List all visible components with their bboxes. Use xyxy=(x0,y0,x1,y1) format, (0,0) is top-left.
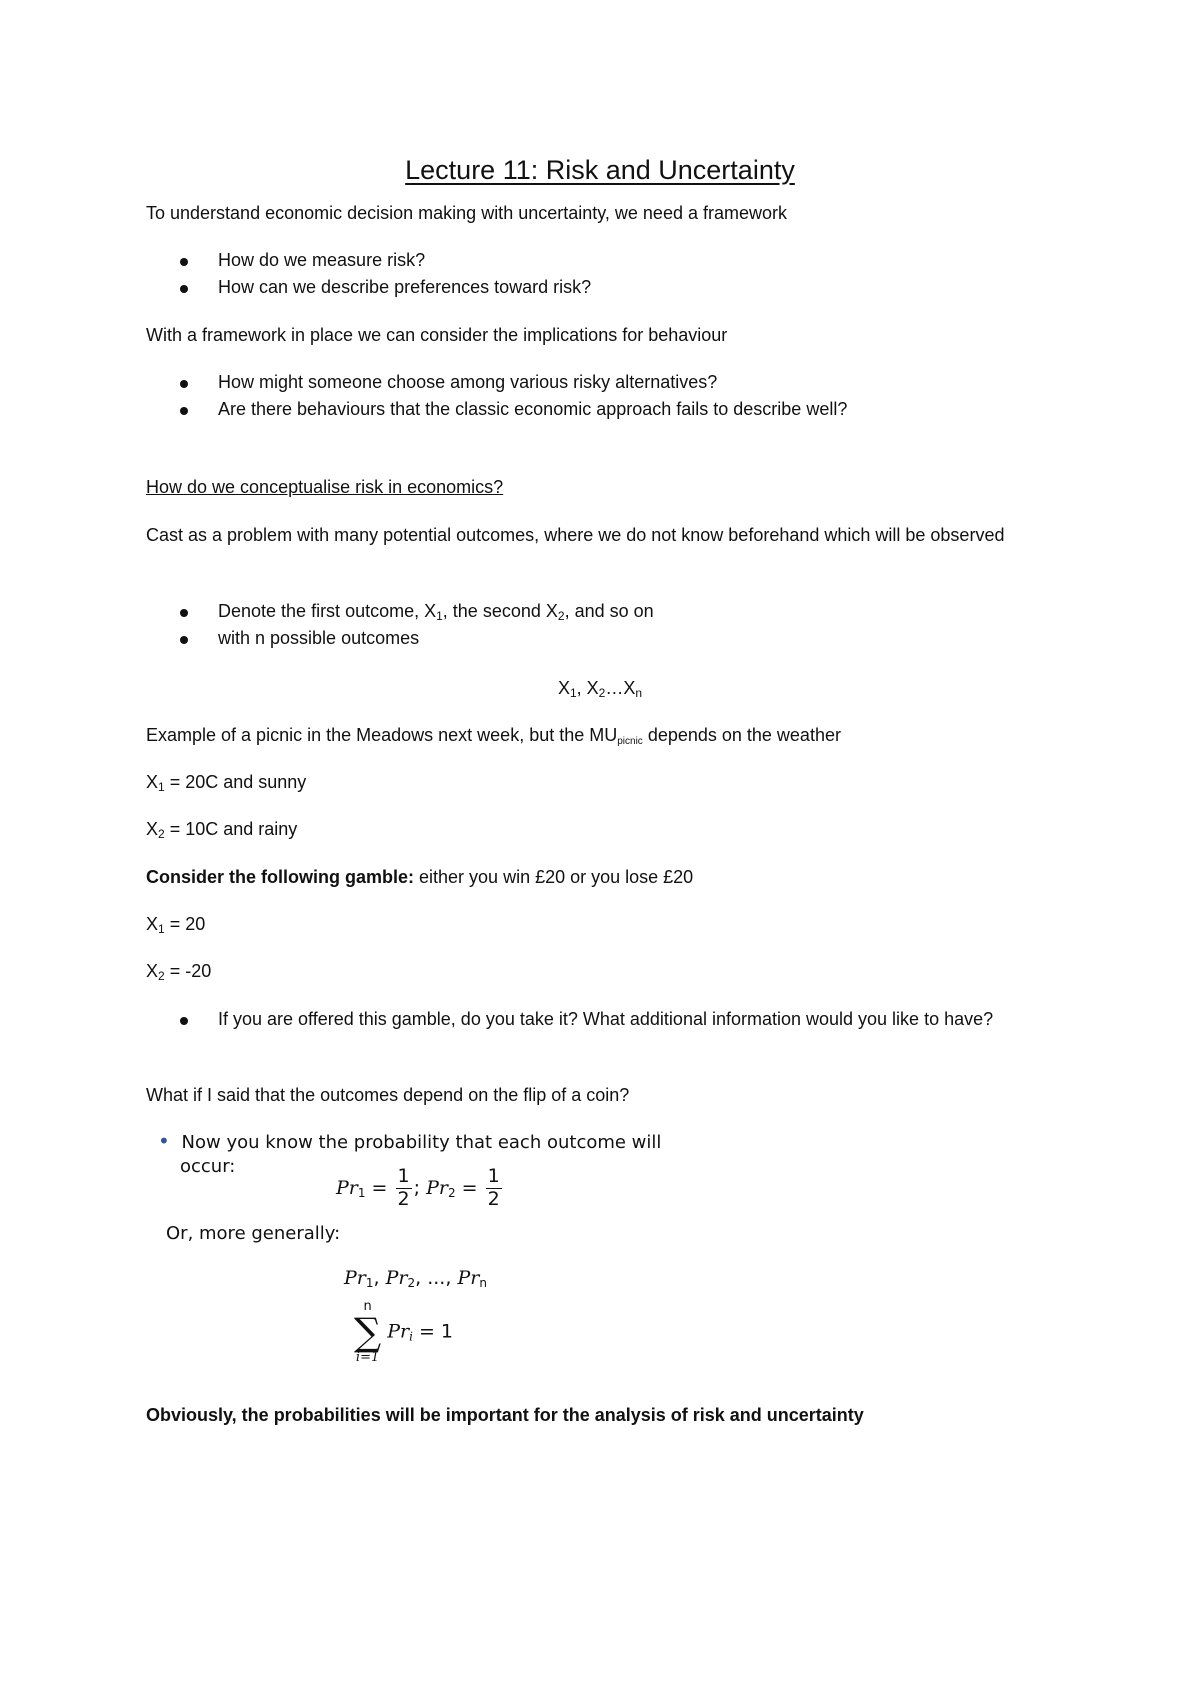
section-heading: How do we conceptualise risk in economics? xyxy=(146,477,504,497)
rainy-outcome: $X_2 = 10C$ and rainy xyxy=(146,819,298,841)
bullet-icon xyxy=(180,285,188,293)
list-item: Denote the first outcome, $X_1$, the second $X_2$, and so on xyxy=(146,598,1086,625)
coin-probability-formula: $Pr_1$ = $\frac{1}{2}$ ; $Pr_2$ = $\frac{1}{2}$ xyxy=(336,1165,500,1210)
intro-paragraph: To understand economic decision making with uncertainty, we need a framework xyxy=(146,203,787,223)
conclusion: Obviously, the probabilities will be important for the analysis of risk and uncertainty xyxy=(146,1405,864,1425)
list-item: How can we describe preferences toward risk? xyxy=(146,274,1086,301)
bullet-icon xyxy=(180,407,188,415)
coin-question: What if I said that the outcomes depend on the flip of a coin? xyxy=(146,1085,630,1105)
bullet-icon xyxy=(180,258,188,266)
win-outcome: $X_1 = 20$ xyxy=(146,914,206,936)
gamble-statement: Consider the following gamble: either you win £20 or you lose £20 xyxy=(146,867,694,887)
bullet-icon xyxy=(180,1017,188,1025)
page-title: Lecture 11: Risk and Uncertainty xyxy=(405,155,795,185)
fraction: $\frac{1}{2}$ xyxy=(487,1165,500,1210)
probability-slide xyxy=(158,1128,718,1388)
cast-paragraph: Cast as a problem with many potential outcomes, where we do not know beforehand which will be observed xyxy=(146,525,1005,545)
fraction: $\frac{1}{2}$ xyxy=(397,1165,410,1210)
outcomes-list xyxy=(146,598,1086,652)
list-item: How do we measure risk? xyxy=(146,247,1086,274)
behaviour-questions-list xyxy=(146,369,1086,423)
picnic-example: Example of a picnic in the Meadows next week, but the $MU_{picnic}$ depends on the weather xyxy=(146,725,841,747)
slide-generally: Or, more generally: xyxy=(166,1223,341,1244)
list-item: How might someone choose among various risky alternatives? xyxy=(146,369,1086,396)
lose-outcome: $X_2 = -20$ xyxy=(146,961,212,983)
risk-questions-list xyxy=(146,247,1086,301)
outcome-sequence: $X_1$, $X_2\dots X_n$ xyxy=(557,678,643,700)
gamble-question-list xyxy=(146,1006,1066,1033)
sunny-outcome: $X_1 = 20C$ and sunny xyxy=(146,772,307,794)
framework-paragraph: With a framework in place we can consider the implications for behaviour xyxy=(146,325,728,345)
list-item: If you are offered this gamble, do you take it? What additional information would you like to have? xyxy=(146,1006,1066,1033)
list-item: Are there behaviours that the classic economic approach fails to describe well? xyxy=(146,396,1086,423)
slide-bullet: • Now you know the probability that each outcome will occur: xyxy=(158,1129,662,1178)
bullet-icon xyxy=(180,380,188,388)
bullet-icon xyxy=(180,609,188,617)
slide-bullet-icon: • xyxy=(158,1129,170,1153)
probability-sum-formula: n ∑ i=1 $Pr_i = 1$ xyxy=(354,1299,453,1365)
list-item: with n possible outcomes xyxy=(146,625,1086,652)
probability-list: $Pr_1$, $Pr_2$, ..., $Pr_n$ xyxy=(344,1267,487,1290)
bullet-icon xyxy=(180,636,188,644)
summation-symbol: n ∑ i=1 xyxy=(354,1299,382,1365)
